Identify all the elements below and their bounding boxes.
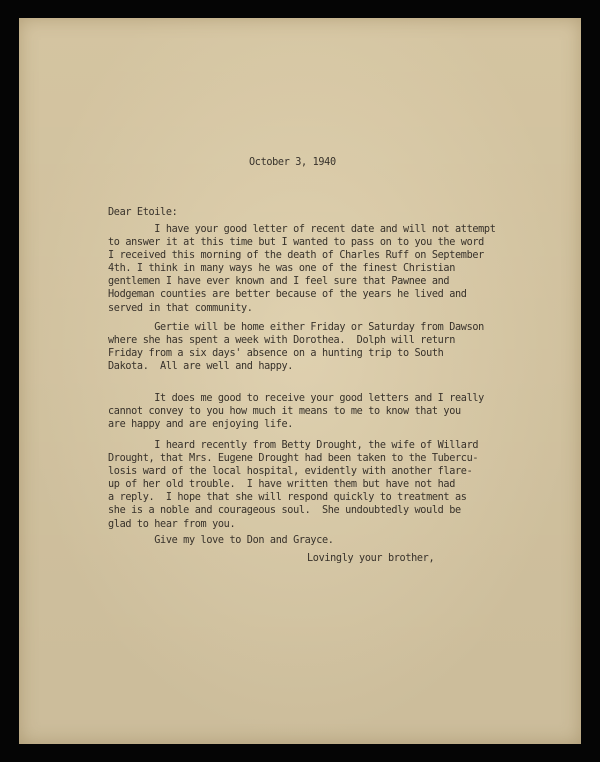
paragraph-2: Gertie will be home either Friday or Saturday from Dawson where she has spent a week with Dorothea. Dolph will return Friday from a six days' absence on a hunting trip to South Dakota. All are well and happy. [108, 322, 484, 373]
salutation: Dear Etoile: [108, 207, 178, 218]
paragraph-4: I heard recently from Betty Drought, the wife of Willard Drought, that Mrs. Eugene Drought had been taken to the Tubercu- losis ward of the local hospital, evidently with another flare- up of her old trouble. I have written them but have not had a reply. I hope that she will respond quickly to treatment as she is a noble and courageous soul. She undoubtedly would be glad to hear from you. [108, 440, 479, 530]
paragraph-3: It does me good to receive your good letters and I really cannot convey to you how much it means to me to know that you are happy and are enjoying life. [108, 393, 484, 431]
paragraph-5: Give my love to Don and Grayce. [108, 535, 334, 546]
paragraph-1: I have your good letter of recent date and will not attempt to answer it at this time but I wanted to pass on to you the word I received this morning of the death of Charles Ruff on September 4th. I think in many ways he was one of the finest Christian gentlemen I have ever known and I feel sure that Pawnee and Hodgeman counties are better because of the years he lived and served in that community. [108, 224, 496, 314]
letter-date: October 3, 1940 [249, 157, 336, 168]
closing: Lovingly your brother, [307, 553, 435, 564]
letter-page [19, 18, 581, 744]
